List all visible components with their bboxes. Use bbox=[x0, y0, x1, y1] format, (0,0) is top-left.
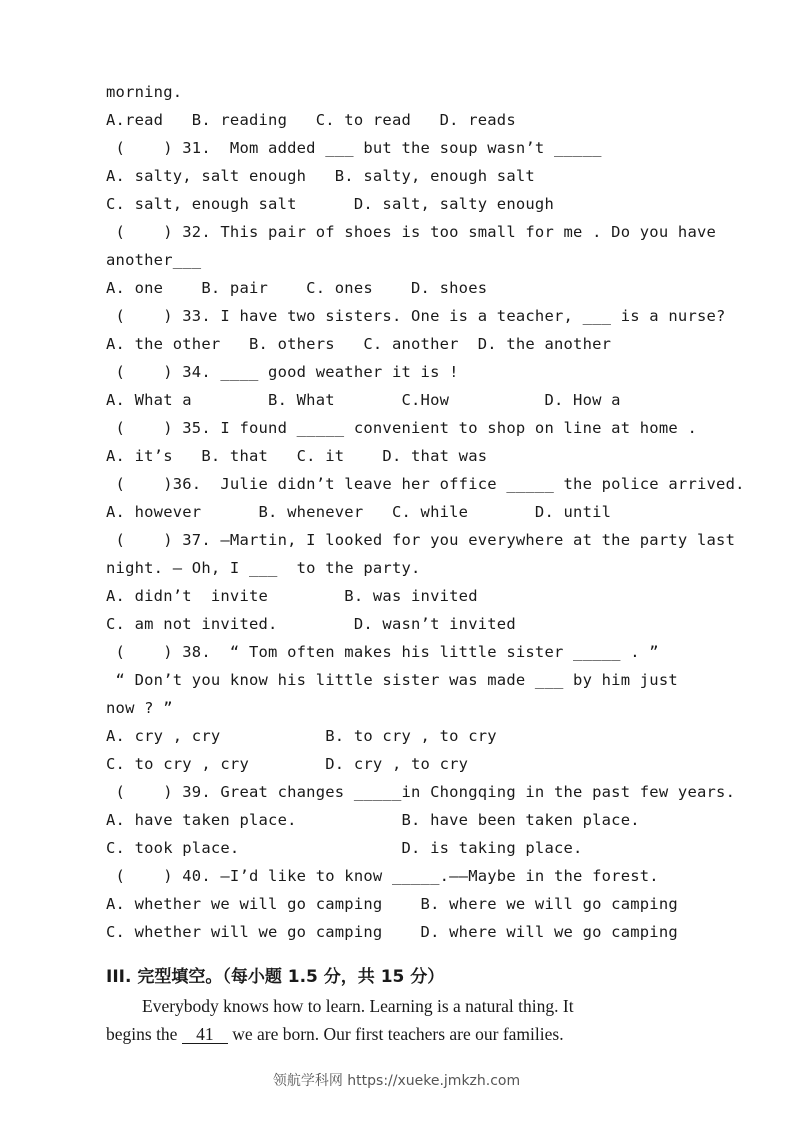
question-line: ( ) 40. —I’d like to know _____.——Maybe in the forest. bbox=[106, 867, 659, 885]
question-line: morning. bbox=[106, 83, 183, 101]
question-line: C. took place. D. is taking place. bbox=[106, 839, 583, 857]
question-line: ( ) 31. Mom added ___ but the soup wasn’t _____ bbox=[106, 139, 602, 157]
question-line: another___ bbox=[106, 251, 202, 269]
cloze-blank: 41 bbox=[182, 1025, 228, 1044]
cloze-text-before: begins the bbox=[106, 1024, 182, 1044]
cloze-paragraph-line: Everybody knows how to learn. Learning is a natural thing. It bbox=[142, 996, 574, 1016]
question-line: A. however B. whenever C. while D. until bbox=[106, 503, 612, 521]
question-line: C. am not invited. D. wasn’t invited bbox=[106, 615, 516, 633]
question-line: A. one B. pair C. ones D. shoes bbox=[106, 279, 488, 297]
question-line: ( ) 33. I have two sisters. One is a teacher, ___ is a nurse? bbox=[106, 307, 726, 325]
section-gap bbox=[106, 946, 746, 962]
question-line: ( ) 32. This pair of shoes is too small for me . Do you have bbox=[106, 223, 717, 241]
question-line: A. it’s B. that C. it D. that was bbox=[106, 447, 488, 465]
question-line: now ? ” bbox=[106, 699, 173, 717]
footer-watermark: 领航学科网 https://xueke.jmkzh.com bbox=[272, 1073, 521, 1089]
question-line: C. to cry , cry D. cry , to cry bbox=[106, 755, 469, 773]
question-line: ( ) 39. Great changes _____in Chongqing in the past few years. bbox=[106, 783, 736, 801]
question-line: A. didn’t invite B. was invited bbox=[106, 587, 478, 605]
question-line: A. salty, salt enough B. salty, enough salt bbox=[106, 167, 535, 185]
question-line: ( ) 37. —Martin, I looked for you everywhere at the party last bbox=[106, 531, 736, 549]
question-line: A.read B. reading C. to read D. reads bbox=[106, 111, 516, 129]
question-line: A. whether we will go camping B. where we will go camping bbox=[106, 895, 678, 913]
question-line: night. — Oh, I ___ to the party. bbox=[106, 559, 421, 577]
question-line: ( ) 38. “ Tom often makes his little sister _____ . ” bbox=[106, 643, 659, 661]
question-line: ( )36. Julie didn’t leave her office _____ the police arrived. bbox=[106, 475, 745, 493]
question-lines bbox=[106, 78, 746, 946]
question-line: A. have taken place. B. have been taken place. bbox=[106, 811, 640, 829]
cloze-paragraph-line bbox=[106, 1020, 746, 1048]
question-line: ( ) 35. I found _____ convenient to shop on line at home . bbox=[106, 419, 697, 437]
question-line: ( ) 34. ____ good weather it is ! bbox=[106, 363, 459, 381]
exam-page bbox=[106, 78, 746, 1048]
question-line: C. whether will we go camping D. where will we go camping bbox=[106, 923, 678, 941]
question-line: A. What a B. What C.How D. How a bbox=[106, 391, 621, 409]
question-line: “ Don’t you know his little sister was made ___ by him just bbox=[106, 671, 678, 689]
cloze-text-after: we are born. Our first teachers are our families. bbox=[227, 1024, 564, 1044]
question-line: A. the other B. others C. another D. the another bbox=[106, 335, 612, 353]
question-line: C. salt, enough salt D. salt, salty enough bbox=[106, 195, 554, 213]
section-title: III. 完型填空。（每小题 1.5 分，共 15 分） bbox=[106, 967, 445, 987]
question-line: A. cry , cry B. to cry , to cry bbox=[106, 727, 497, 745]
